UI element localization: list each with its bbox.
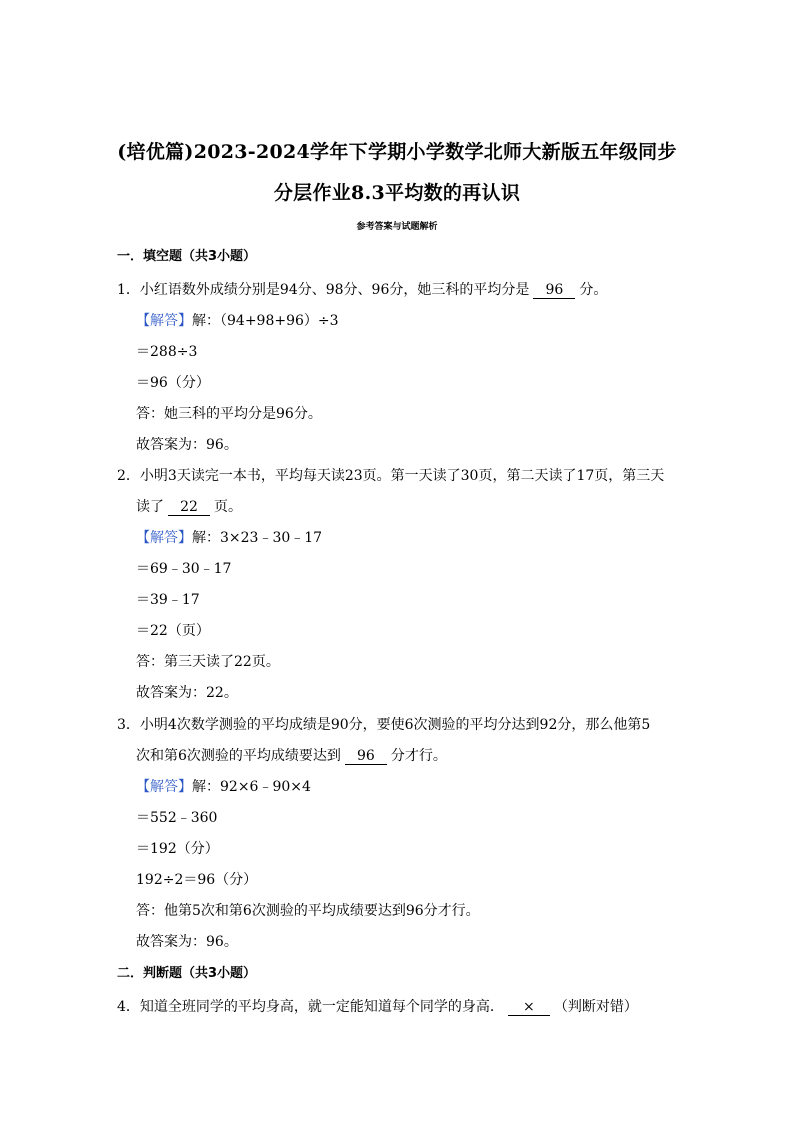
question-1-reply: 答：她三科的平均分是96分。 [136, 406, 322, 422]
question-4-stem-post: （判断对错） [553, 999, 638, 1015]
document-title-line-2: 分层作业8.3平均数的再认识 [273, 182, 521, 204]
question-3-reply: 答：他第5次和第6次测验的平均成绩要达到96分才行。 [136, 903, 480, 919]
question-3-solution-tag: 【解答】 [136, 779, 192, 795]
question-2-step-1: ＝69﹣30﹣17 [136, 561, 232, 577]
question-4-answer-blank: × [508, 1000, 550, 1016]
question-3-stem-post: 分才行。 [390, 748, 447, 764]
question-1-solution-first: 解：（94+98+96）÷3 [192, 313, 339, 329]
document-subtitle: 参考答案与试题解析 [356, 222, 438, 232]
question-3-final: 故答案为：96。 [136, 934, 238, 950]
question-1-step-2: ＝96（分） [136, 375, 210, 391]
question-2-solution-first: 解：3×23﹣30﹣17 [192, 530, 323, 546]
question-3-stem-line-2 [136, 747, 447, 765]
question-3-solution-first: 解：92×6﹣90×4 [192, 779, 311, 795]
question-3-solution [136, 778, 311, 796]
question-3-stem-pre: 次和第6次测验的平均成绩要达到 [136, 748, 341, 764]
question-1-stem [117, 281, 607, 299]
question-2-step-3: ＝22（页） [136, 623, 210, 639]
question-1-solution [136, 312, 339, 330]
question-4-stem [117, 998, 638, 1016]
section-heading-true-false: 二．判断题（共3小题） [117, 966, 257, 981]
question-3-stem-line-1: 3．小明4次数学测验的平均成绩是90分，要使6次测验的平均分达到92分，那么他第5 [117, 717, 651, 733]
question-2-reply: 答：第三天读了22页。 [136, 654, 280, 670]
question-1-final: 故答案为：96。 [136, 437, 238, 453]
question-1-stem-post: 分。 [579, 282, 608, 298]
question-1-step-1: ＝288÷3 [136, 344, 198, 360]
question-2-final: 故答案为：22。 [136, 685, 238, 701]
question-2-step-2: ＝39﹣17 [136, 592, 200, 608]
question-1-answer-blank: 96 [533, 283, 575, 299]
question-2-solution-tag: 【解答】 [136, 530, 192, 546]
question-3-step-1: ＝552﹣360 [136, 810, 218, 826]
question-2-solution [136, 529, 322, 547]
question-2-answer-blank: 22 [168, 500, 210, 516]
question-4-stem-pre: 4．知道全班同学的平均身高，就一定能知道每个同学的身高． [117, 999, 504, 1015]
question-3-step-2: ＝192（分） [136, 841, 219, 857]
question-1-stem-pre: 1．小红语数外成绩分别是94分、98分、96分，她三科的平均分是 [117, 282, 530, 298]
question-2-stem-pre: 读了 [136, 499, 164, 515]
question-1-solution-tag: 【解答】 [136, 313, 192, 329]
question-2-stem-post: 页。 [214, 499, 242, 515]
section-heading-fill-in: 一．填空题（共3小题） [117, 249, 257, 264]
document-title-line-1: (培优篇)2023-2024学年下学期小学数学北师大新版五年级同步 [117, 141, 677, 163]
question-2-stem-line-1: 2．小明3天读完一本书，平均每天读23页。第一天读了30页，第二天读了17页，第三天 [117, 468, 665, 484]
question-3-step-3: 192÷2＝96（分） [136, 872, 258, 888]
question-3-answer-blank: 96 [345, 749, 387, 765]
question-2-stem-line-2 [136, 498, 242, 516]
